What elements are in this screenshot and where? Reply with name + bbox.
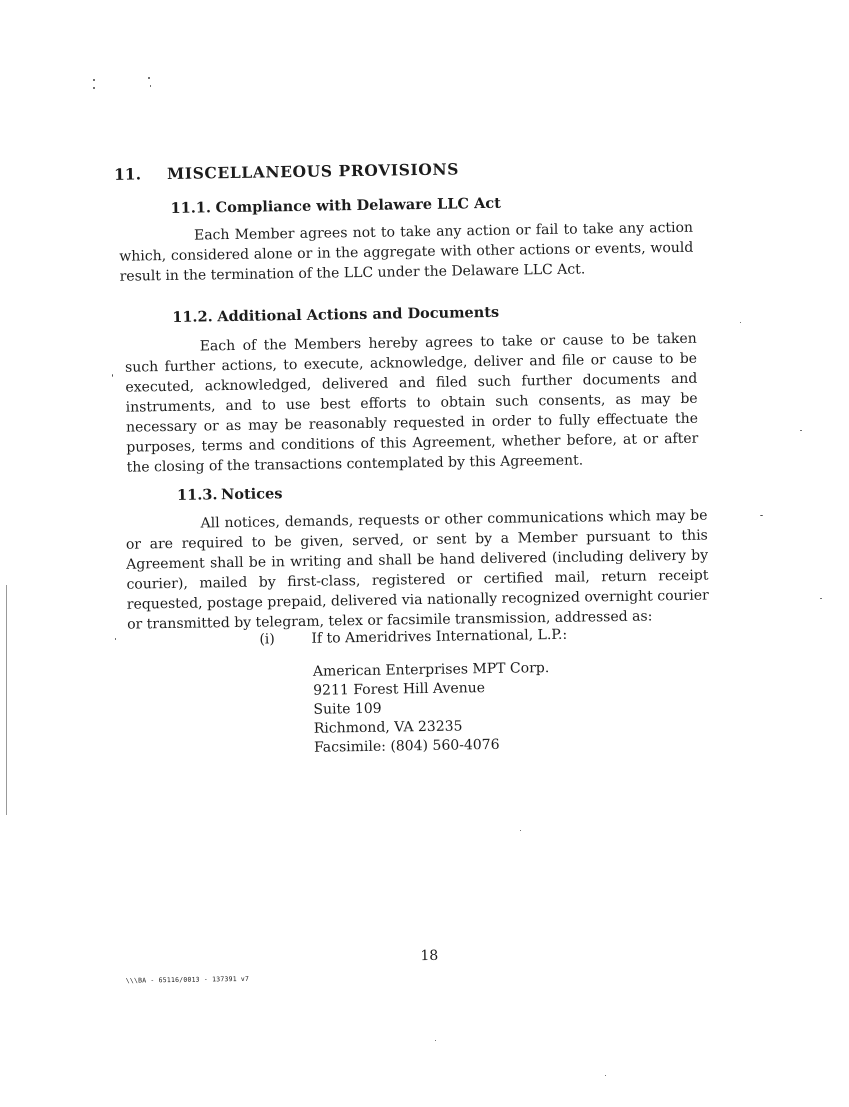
section-title: MISCELLANEOUS PROVISIONS — [166, 159, 460, 184]
address-line: Facsimile: (804) 560-4076 — [313, 736, 500, 756]
subsection-number: 11.3. — [176, 486, 218, 504]
subsection-heading: Compliance with Delaware LLC Act — [215, 194, 501, 217]
subsection-number: 11.2. — [172, 308, 213, 326]
address-line: American Enterprises MPT Corp. — [312, 660, 550, 680]
document-id: \\\BA - 65116/0013 - 137391 v7 — [125, 974, 250, 985]
subsection-paragraph: Each of the Members hereby agrees to take or cause to be taken such further actions, to execute, acknowledge, deliver and file or cause to be executed, acknowledged, delivered and filed such further documents and instruments, and to use best efforts to obtain such consents, as may be necessary or as may be reasonably requested in order to fully effectuate the purposes, terms and conditions of this Agreement, whether before, at or after the closing of the transactions contemplated by this Agreement. — [124, 330, 699, 476]
address-line: Richmond, VA 23235 — [313, 718, 463, 737]
subsection-paragraph: All notices, demands, requests or other communications which may be or are required to be given, served, or sent by a Member pursuant to this Agreement shall be in writing and shall be hand delivered (including delivery by courier), mailed by first-class, registered or certified mail, return receipt requested, postage prepaid, delivered via nationally recognized overnight courier or transmitted by telegram, telex or facsimile transmission, addressed as: — [125, 507, 709, 633]
page-number: 18 — [420, 947, 439, 965]
section-number: 11. — [113, 164, 142, 184]
address-line: 9211 Forest Hill Avenue — [313, 680, 486, 699]
notice-item-marker: (i) — [259, 631, 275, 648]
subsection-heading: Notices — [220, 485, 283, 504]
subsection-number: 11.1. — [170, 199, 212, 217]
notice-recipient: If to Ameridrives International, L.P.: — [311, 626, 568, 647]
address-line: Suite 109 — [313, 700, 382, 718]
subsection-paragraph: Each Member agrees not to take any action or fail to take any action which, considered alone or in the aggregate with other actions or events, would result in the termination of the LLC under the Delaware LLC Act. — [119, 219, 694, 285]
subsection-heading: Additional Actions and Documents — [217, 303, 500, 326]
